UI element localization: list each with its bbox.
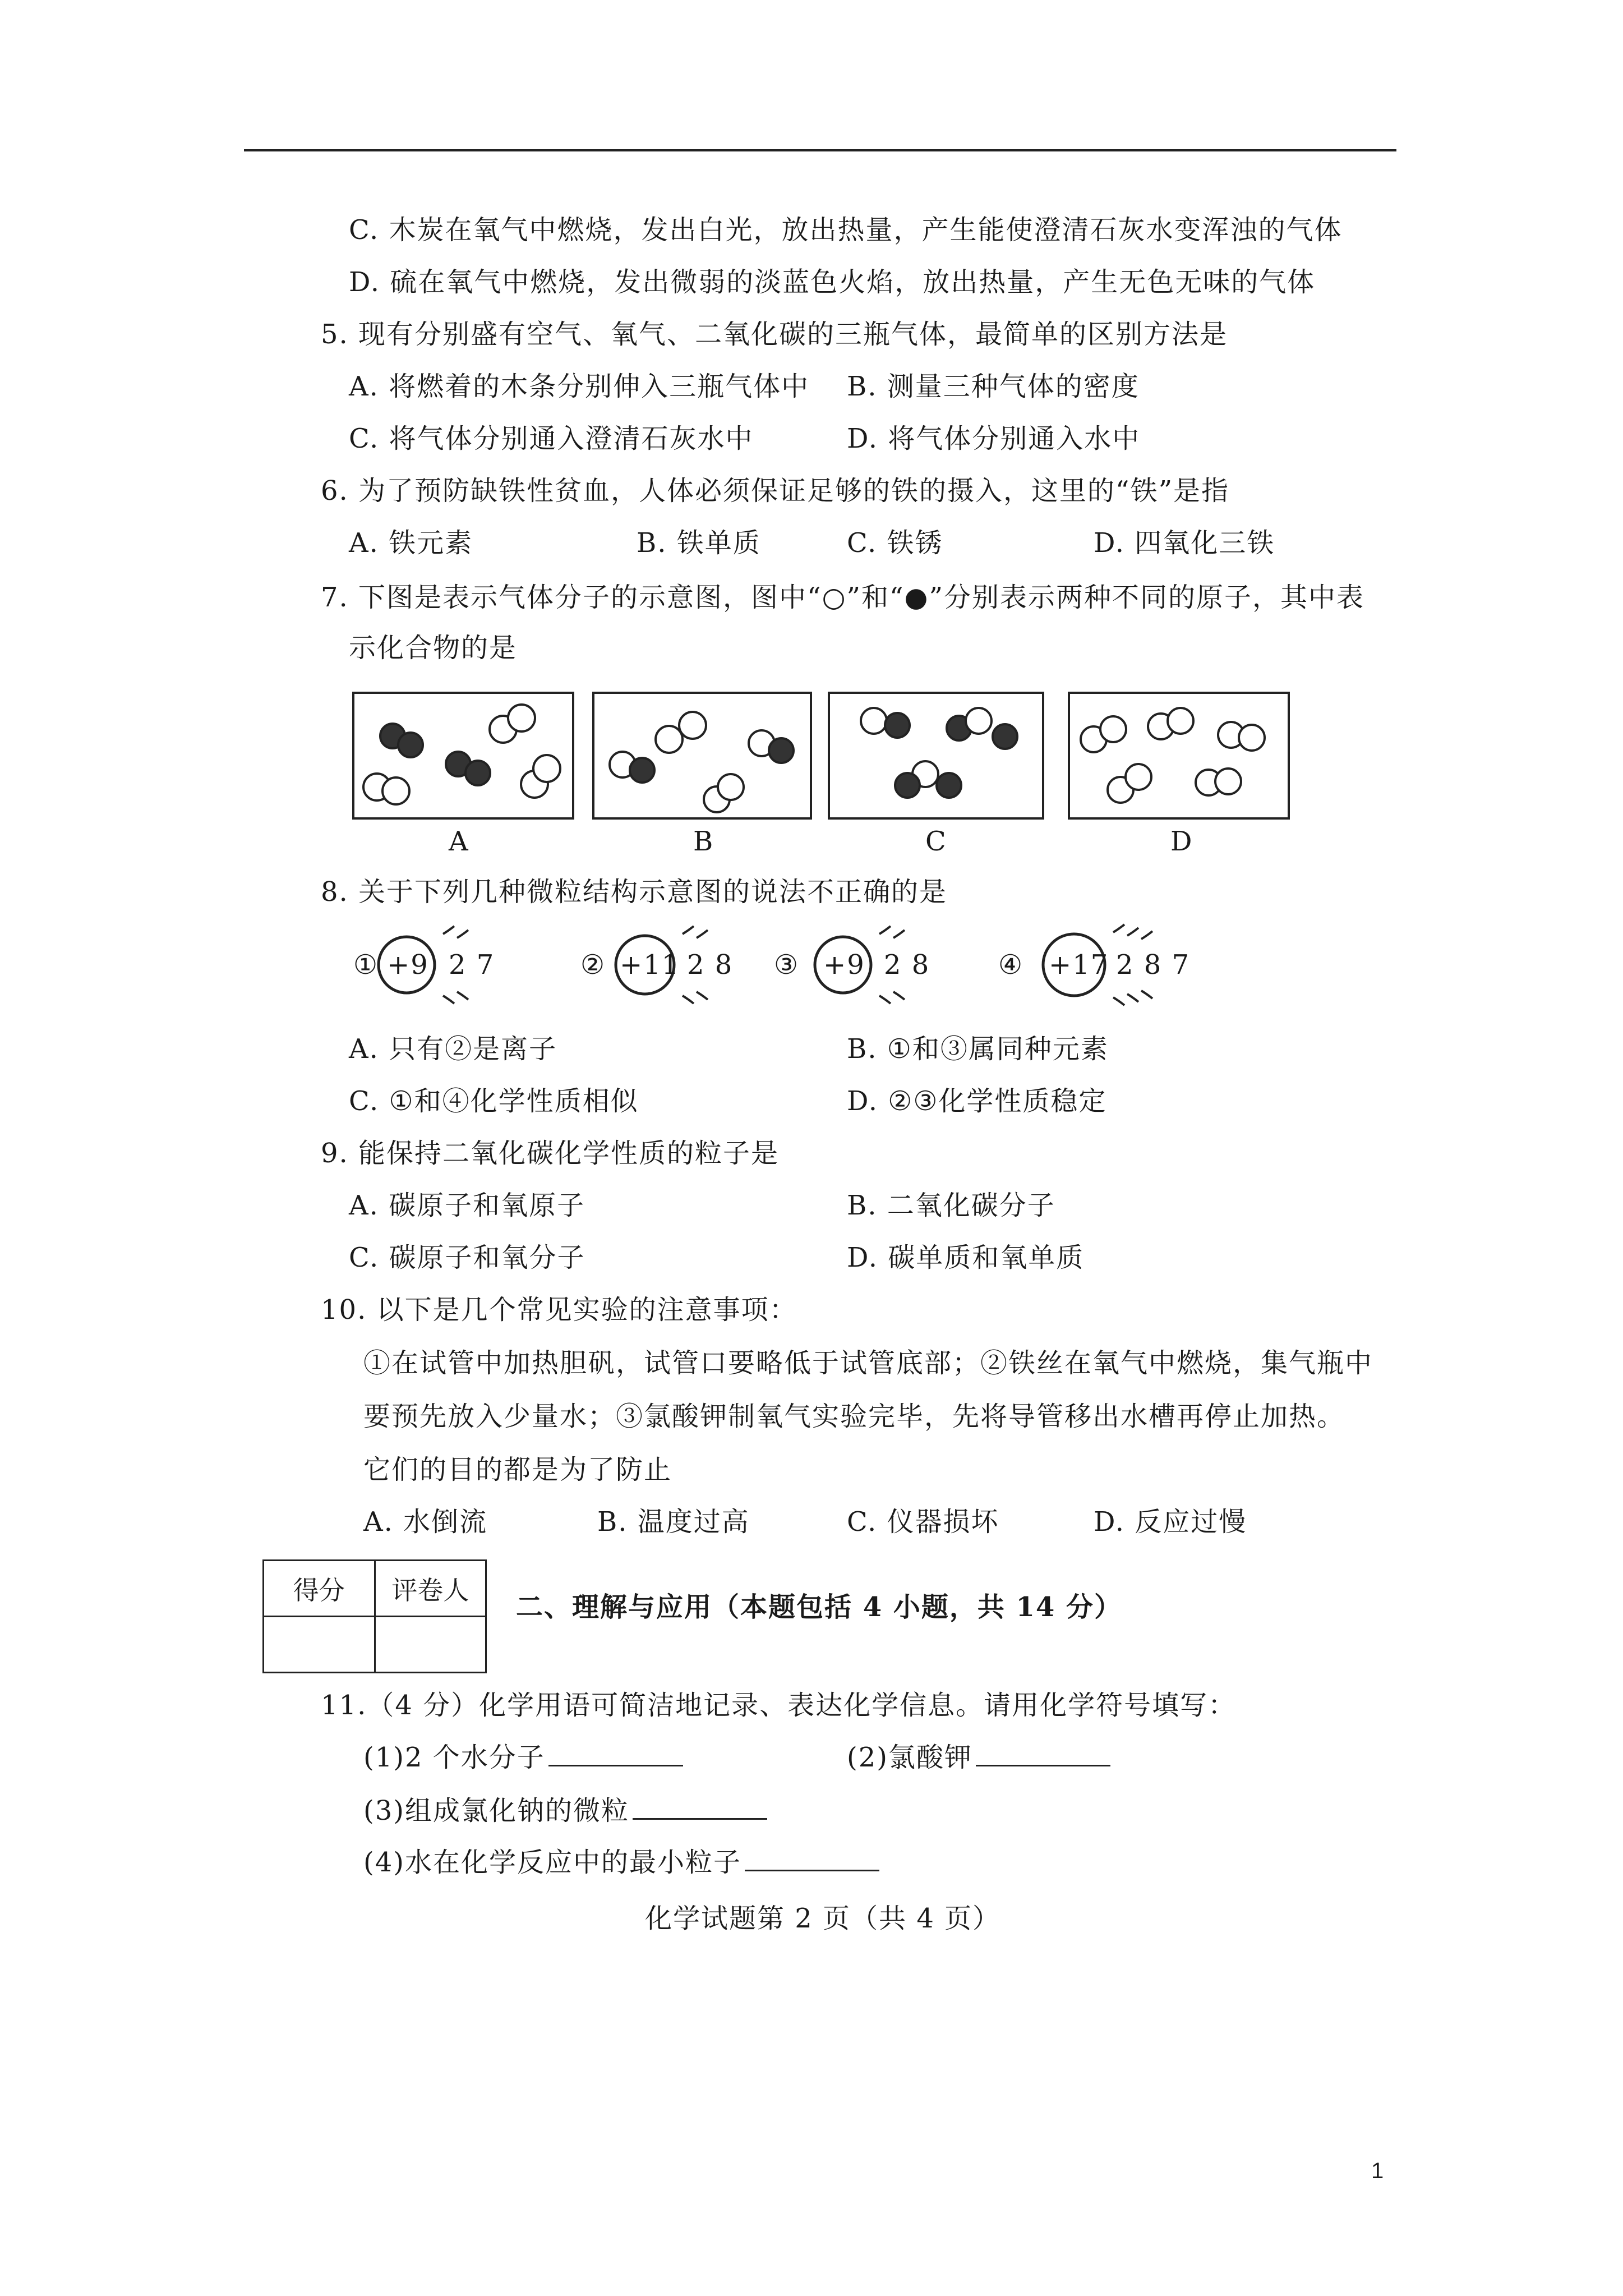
q11-answer-4-blank[interactable]: [745, 1847, 879, 1871]
q11-answer-3-blank[interactable]: [633, 1796, 767, 1820]
q10-option-c: C. 仪器损坏: [847, 1506, 999, 1538]
molecule-label-a: A: [449, 826, 469, 857]
q11-item-1: [363, 1741, 683, 1774]
atom-nucleus-3: +9: [823, 949, 865, 981]
q10-text-line2: 要预先放入少量水；③氯酸钾制氧气实验完毕，先将导管移出水槽再停止加热。: [363, 1401, 1345, 1432]
q8-option-b: B. ①和③属同种元素: [847, 1033, 1109, 1065]
question-9: 9. 能保持二氧化碳化学性质的粒子是: [321, 1138, 780, 1169]
q11-item-4: [363, 1846, 879, 1879]
q11-item-1-label: (1)2 个水分子: [363, 1742, 545, 1773]
q6-option-d: D. 四氧化三铁: [1094, 527, 1275, 559]
q11-item-2-label: (2)氯酸钾: [847, 1742, 972, 1773]
q11-item-3: [363, 1794, 767, 1828]
q9-option-b: B. 二氧化碳分子: [847, 1190, 1055, 1221]
q10-option-d: D. 反应过慢: [1094, 1506, 1247, 1538]
atom-shells-2: 2 8: [687, 949, 734, 981]
q8-option-d: D. ②③化学性质稳定: [847, 1085, 1107, 1117]
atom-nucleus-1: +9: [387, 949, 429, 981]
q5-option-b: B. 测量三种气体的密度: [847, 371, 1140, 402]
question-11: 11.（4 分）化学用语可简洁地记录、表达化学信息。请用化学符号填写：: [321, 1690, 1237, 1721]
atom-shells-3: 2 8: [884, 949, 930, 981]
q6-option-c: C. 铁锈: [847, 527, 943, 559]
q4-option-c: C. 木炭在氧气中燃烧，发出白光，放出热量，产生能使澄清石灰水变浑浊的气体: [349, 214, 1343, 246]
question-8: 8. 关于下列几种微粒结构示意图的说法不正确的是: [321, 876, 948, 908]
score-table: [262, 1559, 487, 1673]
atom-index-3: ③: [774, 949, 800, 981]
q4-option-d: D. 硫在氧气中燃烧，发出微弱的淡蓝色火焰，放出热量，产生无色无味的气体: [349, 266, 1316, 298]
q11-answer-2-blank[interactable]: [976, 1742, 1110, 1766]
atom-nucleus-4: +17: [1049, 949, 1109, 981]
question-7-line1: 7. 下图是表示气体分子的示意图，图中“○”和“●”分别表示两种不同的原子，其中表: [321, 582, 1364, 613]
atom-shells-1: 2 7: [449, 949, 495, 981]
question-7-line2: 示化合物的是: [349, 632, 518, 664]
q11-answer-1-blank[interactable]: [548, 1742, 683, 1766]
molecule-label-d: D: [1170, 826, 1193, 857]
question-10: 10. 以下是几个常见实验的注意事项：: [321, 1294, 797, 1326]
score-header: 得分: [264, 1561, 375, 1617]
page-number: 1: [1371, 2159, 1385, 2183]
q10-text-line3: 它们的目的都是为了防止: [363, 1454, 672, 1485]
atom-nucleus-2: +11: [620, 949, 680, 981]
score-cell[interactable]: [264, 1617, 375, 1673]
q9-option-d: D. 碳单质和氧单质: [847, 1242, 1085, 1273]
q11-item-4-label: (4)水在化学反应中的最小粒子: [363, 1847, 741, 1878]
q11-item-2: [847, 1741, 1110, 1774]
atom-shells-4: 2 8 7: [1116, 949, 1191, 981]
grader-header: 评卷人: [375, 1561, 486, 1617]
page-footer: 化学试题第 2 页（共 4 页）: [645, 1903, 1001, 1934]
q5-option-c: C. 将气体分别通入澄清石灰水中: [349, 423, 754, 454]
atom-index-2: ②: [580, 949, 606, 981]
q5-option-a: A. 将燃着的木条分别伸入三瓶气体中: [349, 371, 810, 402]
q6-option-b: B. 铁单质: [637, 527, 761, 559]
q8-option-c: C. ①和④化学性质相似: [349, 1085, 639, 1117]
q10-option-b: B. 温度过高: [597, 1506, 750, 1538]
q10-option-a: A. 水倒流: [363, 1506, 488, 1538]
section-2-heading: 二、理解与应用（本题包括 4 小题，共 14 分）: [516, 1591, 1123, 1623]
q10-text-line1: ①在试管中加热胆矾，试管口要略低于试管底部；②铁丝在氧气中燃烧，集气瓶中: [363, 1347, 1373, 1379]
q8-option-a: A. 只有②是离子: [349, 1033, 557, 1065]
grader-cell[interactable]: [375, 1617, 486, 1673]
q9-option-a: A. 碳原子和氧原子: [349, 1190, 585, 1221]
molecule-label-c: C: [925, 826, 947, 857]
atom-index-1: ①: [353, 949, 379, 981]
question-5: 5. 现有分别盛有空气、氧气、二氧化碳的三瓶气体，最简单的区别方法是: [321, 319, 1228, 350]
q6-option-a: A. 铁元素: [349, 527, 473, 559]
atom-structure-diagrams: [0, 0, 1623, 1010]
q11-item-3-label: (3)组成氯化钠的微粒: [363, 1795, 629, 1826]
molecule-label-b: B: [693, 826, 714, 857]
question-6: 6. 为了预防缺铁性贫血，人体必须保证足够的铁的摄入，这里的“铁”是指: [321, 475, 1230, 507]
q9-option-c: C. 碳原子和氧分子: [349, 1242, 585, 1273]
q5-option-d: D. 将气体分别通入水中: [847, 423, 1141, 454]
atom-index-4: ④: [998, 949, 1024, 981]
